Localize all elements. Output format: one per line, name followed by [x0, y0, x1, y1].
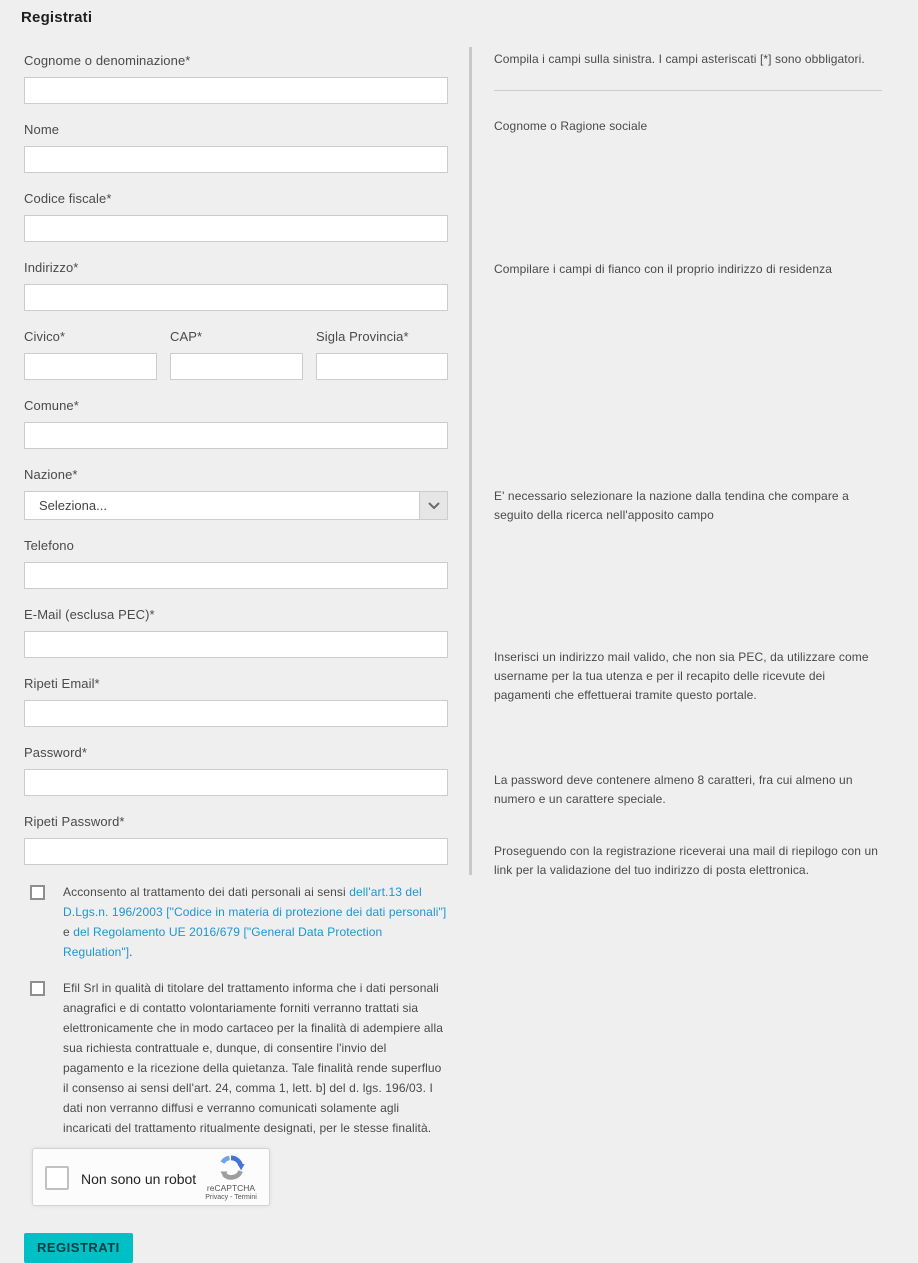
email-label: E-Mail (esclusa PEC)* [24, 607, 155, 622]
recaptcha-brand-name: reCAPTCHA [206, 1183, 256, 1193]
privacy-consent-text-before: Acconsento al trattamento dei dati personali ai sensi [63, 885, 350, 899]
surname-label: Cognome o denominazione* [24, 53, 191, 68]
password-input[interactable] [24, 769, 448, 796]
email-repeat-input[interactable] [24, 700, 448, 727]
field-group-civic [24, 327, 157, 380]
field-group-phone [24, 536, 448, 589]
province-label: Sigla Provincia* [316, 329, 409, 344]
recaptcha-terms-links[interactable]: Privacy - Termini [205, 1194, 257, 1201]
phone-label: Telefono [24, 538, 74, 553]
help-nation: E' necessario selezionare la nazione dalla tendina che compare a seguito della ricerca nell'apposito campo [494, 489, 849, 522]
surname-input[interactable] [24, 77, 448, 104]
help-address: Compilare i campi di fianco con il proprio indirizzo di residenza [494, 262, 832, 276]
nation-label: Nazione* [24, 467, 78, 482]
name-label: Nome [24, 122, 60, 137]
nation-select[interactable] [24, 491, 448, 520]
cap-label: CAP* [170, 329, 203, 344]
nation-select-value: Seleziona... [39, 498, 107, 513]
province-input[interactable] [316, 353, 448, 380]
privacy-law-link[interactable]: dell'art.13 del D.Lgs.n. 196/2003 ["Codice in materia di protezione dei dati personali"] [63, 885, 447, 919]
field-group-name [24, 120, 448, 173]
field-group-surname [24, 51, 448, 104]
phone-input[interactable] [24, 562, 448, 589]
fiscal-code-input[interactable] [24, 215, 448, 242]
field-group-nation [24, 465, 448, 520]
fiscal-code-label: Codice fiscale* [24, 191, 112, 206]
help-intro: Compila i campi sulla sinistra. I campi asteriscati [*] sono obbligatori. [494, 52, 865, 66]
email-repeat-label: Ripeti Email* [24, 676, 100, 691]
field-group-address [24, 258, 448, 311]
help-surname: Cognome o Ragione sociale [494, 119, 648, 133]
efil-consent-row [24, 978, 448, 1138]
field-group-email-repeat [24, 674, 448, 727]
recaptcha-logo-icon [217, 1154, 245, 1182]
page-title: Registrati [21, 9, 93, 26]
password-label: Password* [24, 745, 88, 760]
field-group-province [316, 327, 448, 380]
privacy-consent-text [63, 882, 448, 962]
privacy-consent-row [24, 882, 448, 962]
address-label: Indirizzo* [24, 260, 79, 275]
municipality-label: Comune* [24, 398, 79, 413]
civic-input[interactable] [24, 353, 157, 380]
email-input[interactable] [24, 631, 448, 658]
field-group-municipality [24, 396, 448, 449]
field-group-cap [170, 327, 303, 380]
privacy-consent-text-after: . [129, 945, 133, 959]
address-input[interactable] [24, 284, 448, 311]
efil-consent-text: Efil Srl in qualità di titolare del trattamento informa che i dati personali anagrafici e di contatto volontariamente forniti verranno trattati sia elettronicamente che in modo cartaceo per la finalità di adempiere alla sua richiesta contrattuale e, dunque, di consentire l'invio del pagamento e la ricezione della quietanza. Tale finalità rende superfluo il consenso ai sensi dell'art. 24, comma 1, lett. b] del d. lgs. 196/03. I dati non verranno diffusi e verranno comunicati solamente agli incaricati del trattamento ritualmente designati, per le stesse finalità. [63, 981, 443, 1135]
recaptcha-brand [203, 1154, 259, 1201]
chevron-down-icon[interactable] [419, 492, 447, 519]
civic-label: Civico* [24, 329, 66, 344]
register-button[interactable]: REGISTRATI [24, 1233, 133, 1263]
help-email: Inserisci un indirizzo mail valido, che non sia PEC, da utilizzare come username per la tua utenza e per il recapito delle ricevute dei pagamenti che effettuerai tramite questo portale. [494, 650, 869, 702]
name-input[interactable] [24, 146, 448, 173]
help-password: La password deve contenere almeno 8 caratteri, fra cui almeno un numero e un carattere speciale. [494, 773, 853, 806]
recaptcha-widget [32, 1148, 270, 1206]
field-row-civic-cap-province [24, 327, 448, 380]
field-group-fiscal-code [24, 189, 448, 242]
gdpr-link[interactable]: del Regolamento UE 2016/679 ["General Data Protection Regulation"] [63, 925, 383, 959]
recaptcha-checkbox[interactable] [45, 1166, 69, 1190]
recaptcha-label: Non sono un robot [81, 1171, 197, 1187]
privacy-consent-checkbox[interactable] [30, 885, 45, 900]
field-group-password [24, 743, 448, 796]
password-repeat-input[interactable] [24, 838, 448, 865]
municipality-input[interactable] [24, 422, 448, 449]
help-divider-line [494, 90, 882, 91]
cap-input[interactable] [170, 353, 303, 380]
registration-form [24, 51, 448, 1263]
privacy-consent-text-middle: e [63, 925, 74, 939]
field-group-password-repeat [24, 812, 448, 865]
column-divider [469, 47, 472, 875]
help-final: Proseguendo con la registrazione riceverai una mail di riepilogo con un link per la validazione del tuo indirizzo di posta elettronica. [494, 844, 878, 877]
password-repeat-label: Ripeti Password* [24, 814, 125, 829]
field-group-email [24, 605, 448, 658]
efil-consent-checkbox[interactable] [30, 981, 45, 996]
